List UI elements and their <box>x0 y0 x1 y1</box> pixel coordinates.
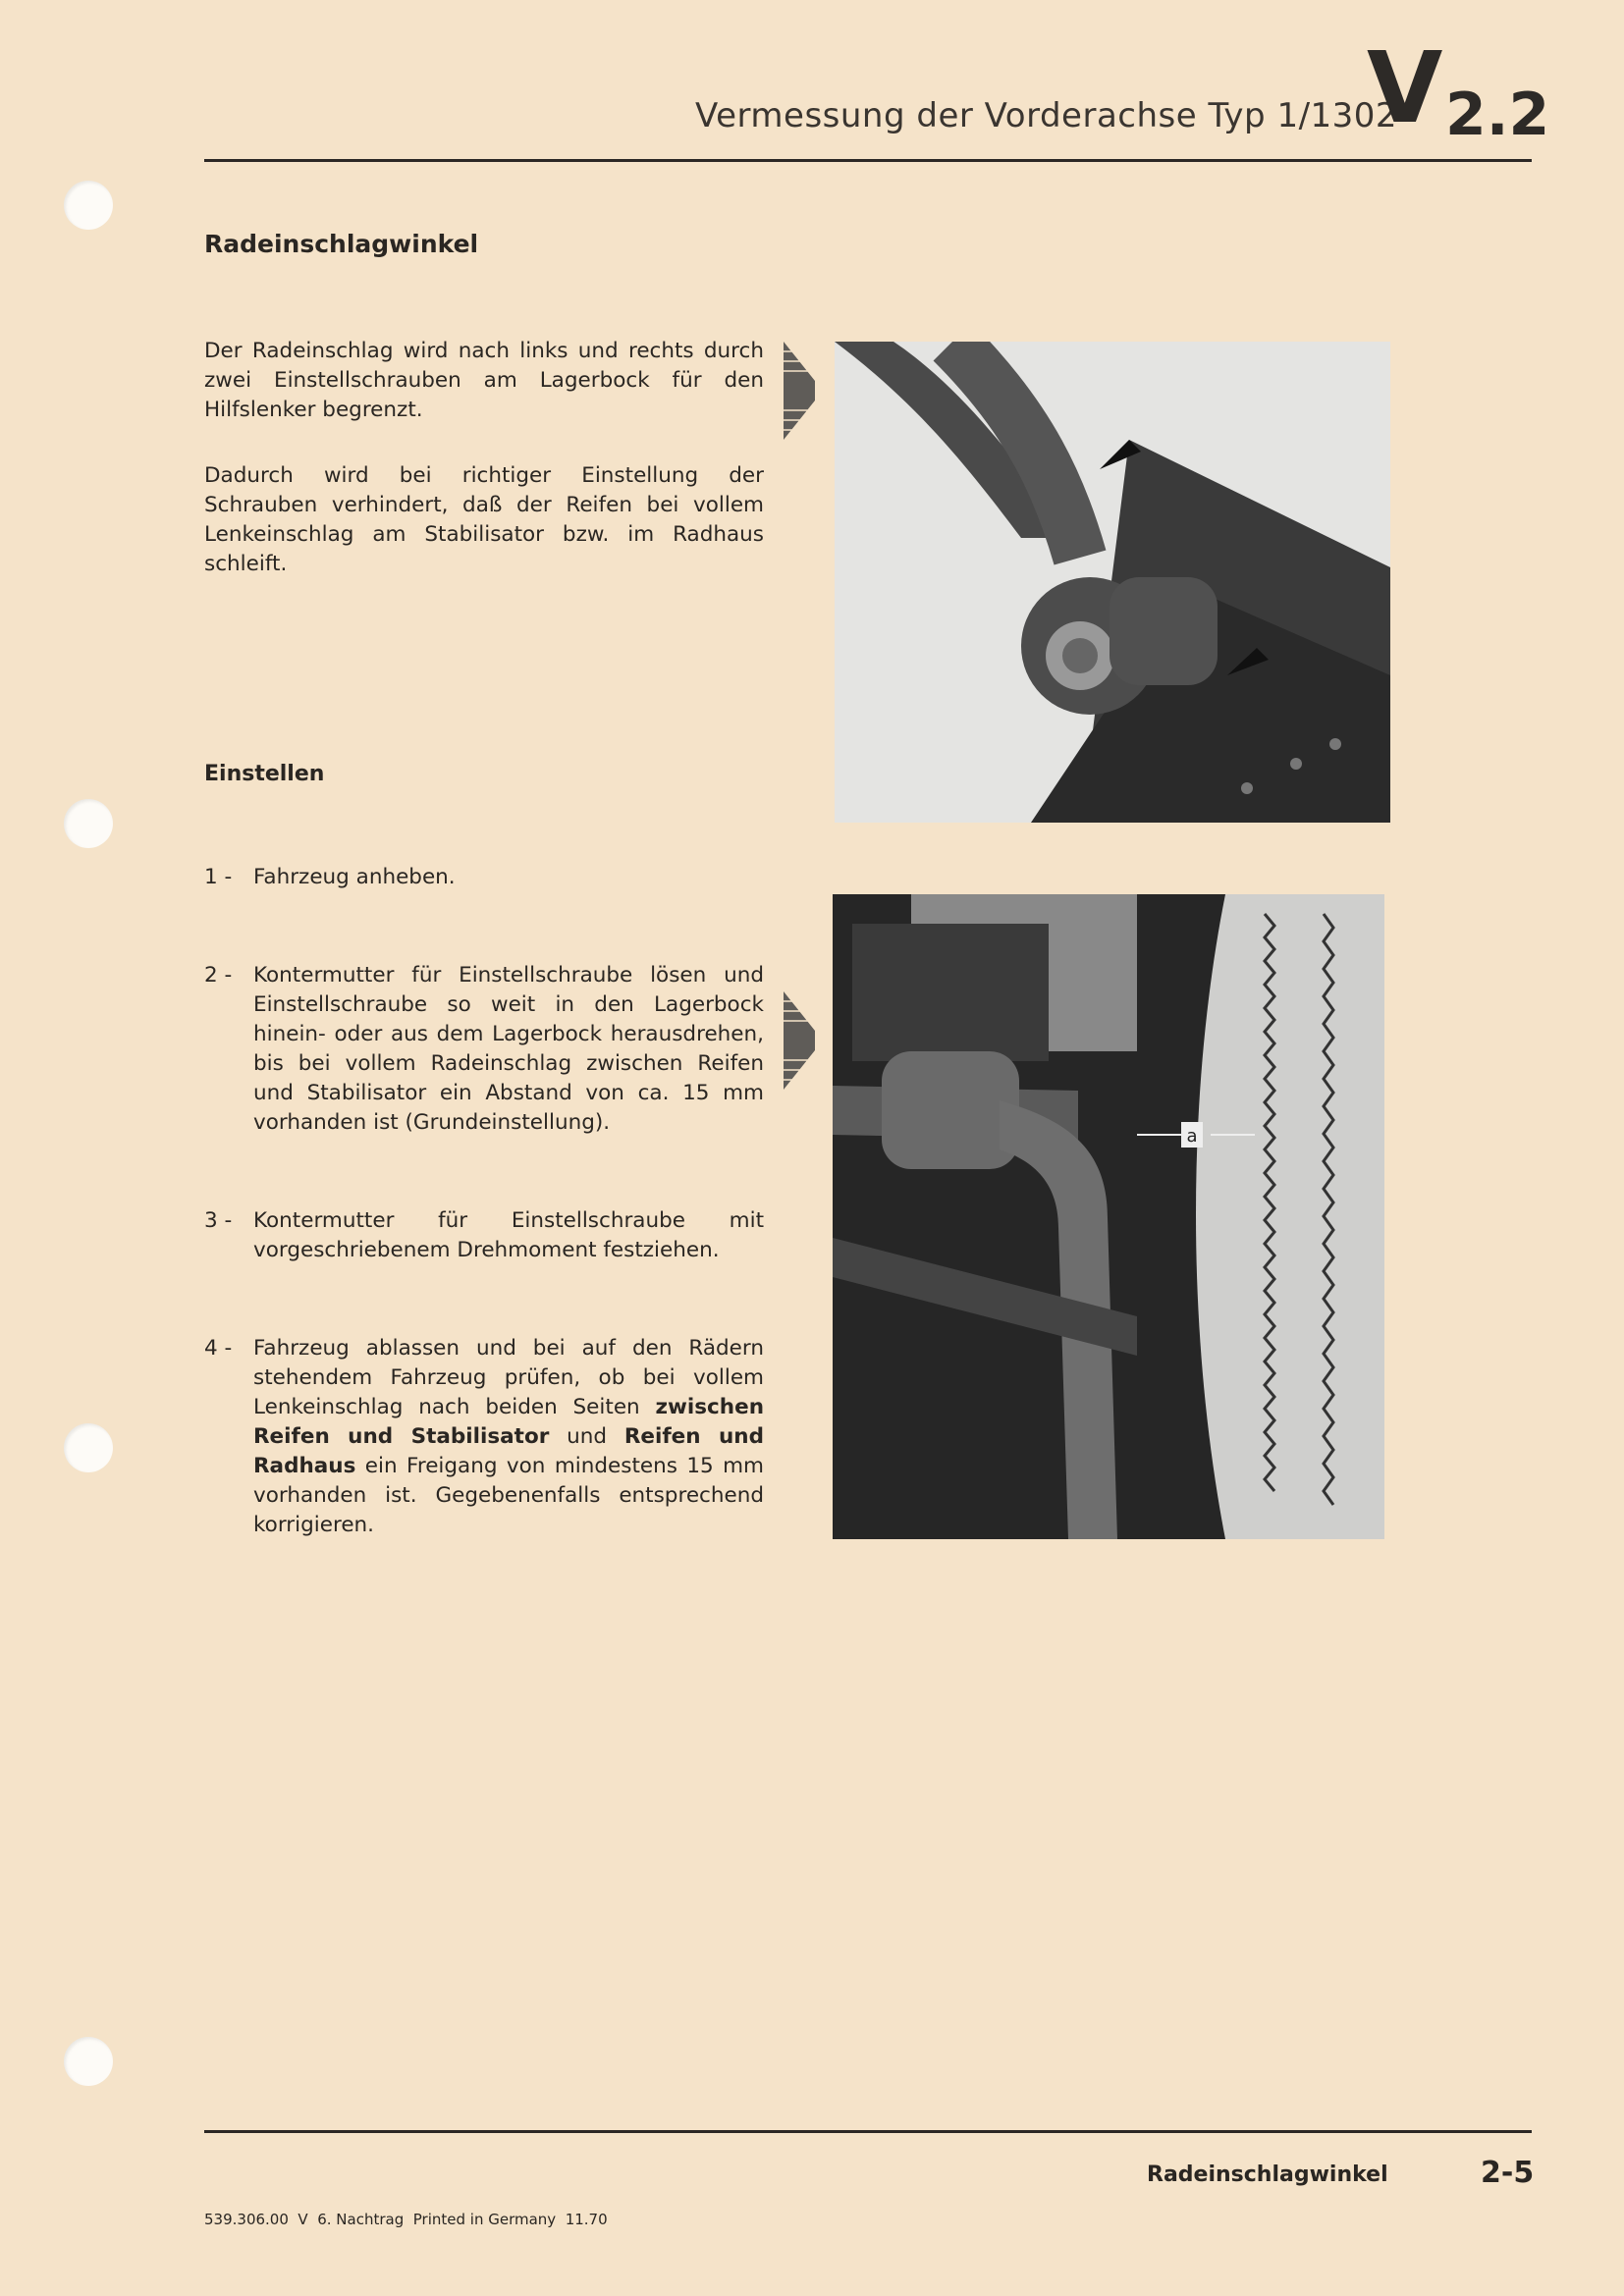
step-number: 4 - <box>204 1336 233 1361</box>
step-text: Fahrzeug ablassen und bei auf den Rädern stehendem Fahrzeug prüfen, ob bei vollem Lenkeinschlag nach beiden Seiten zwischen Reifen und Stabilisator und Reifen und Radhaus ein Freigang von mindestens 15 mm vorhanden ist. Gegebenenfalls entsprechend korrigieren. <box>253 1336 764 1537</box>
section-number: 2.2 <box>1445 80 1550 149</box>
step-item <box>204 1206 764 1265</box>
step-item <box>204 1334 764 1540</box>
intro-paragraph: Der Radeinschlag wird nach links und rechts durch zwei Einstellschrauben am Lagerbock für den Hilfslenker begrenzt. <box>204 339 764 422</box>
header-title: Vermessung der Vorderachse Typ 1/1302 <box>695 96 1398 135</box>
photo-tire-stabilizer-clearance <box>833 894 1384 1539</box>
step-item <box>204 863 764 892</box>
document-code: 539.306.00 V 6. Nachtrag Printed in Germany 11.70 <box>204 2211 608 2228</box>
punch-hole <box>64 1423 113 1472</box>
step-number: 2 - <box>204 963 233 988</box>
punch-hole <box>64 181 113 230</box>
step-text: Fahrzeug anheben. <box>253 865 456 889</box>
figure-pointer-icon <box>784 991 815 1090</box>
subheading-adjust: Einstellen <box>204 762 325 786</box>
header-rule <box>204 159 1532 162</box>
step-number: 1 - <box>204 865 233 889</box>
punch-hole <box>64 799 113 848</box>
page-number: 2-5 <box>1481 2156 1535 2190</box>
dimension-label-a: a <box>1186 1126 1198 1147</box>
photo-bearing-bracket-stop-screws <box>835 342 1390 823</box>
step-text: Kontermutter für Einstellschraube lösen und Einstellschraube so weit in den Lagerbock hinein- oder aus dem Lagerbock herausdrehen, bis bei vollem Radeinschlag zwischen Reifen und Stabilisator ein Abstand von ca. 15 mm vorhanden ist (Grundeinstellung). <box>253 963 764 1135</box>
punch-hole <box>64 2037 113 2086</box>
footer-title: Radeinschlagwinkel <box>1147 2163 1388 2187</box>
step-item <box>204 961 764 1138</box>
step-number: 3 - <box>204 1208 233 1233</box>
figure-pointer-icon <box>784 342 815 440</box>
section-letter: V <box>1367 30 1443 145</box>
step-text: Kontermutter für Einstellschraube mit vorgeschriebenem Drehmoment festziehen. <box>253 1208 764 1262</box>
footer-rule <box>204 2130 1532 2133</box>
intro-paragraph: Dadurch wird bei richtiger Einstellung der Schrauben verhindert, daß der Reifen bei vollem Lenkeinschlag am Stabilisator bzw. im Radhaus schleift. <box>204 463 764 576</box>
page-heading: Radeinschlagwinkel <box>204 230 479 258</box>
